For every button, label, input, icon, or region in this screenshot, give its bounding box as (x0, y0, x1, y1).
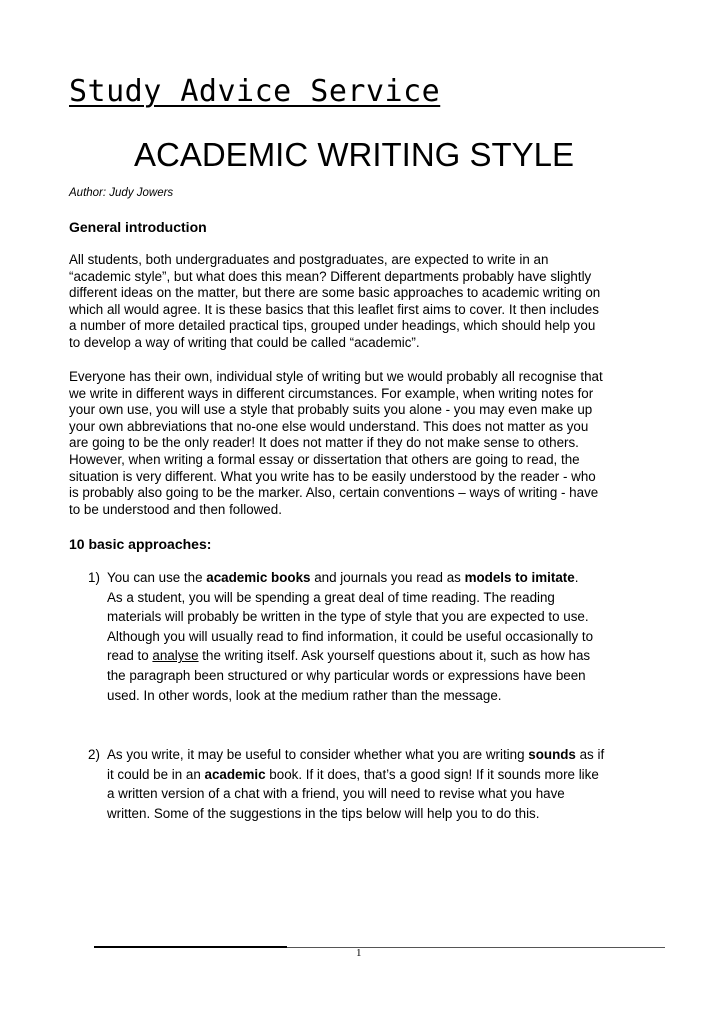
list-item-body (107, 568, 593, 705)
text-line (107, 745, 604, 765)
text-run: as if (575, 747, 605, 762)
text-line: a number of more detailed practical tips, grouped under headings, which should help you (69, 318, 596, 334)
text-run: . (574, 570, 579, 585)
text-line: All students, both undergraduates and postgraduates, are expected to write in an (69, 252, 549, 267)
bold-term: academic (204, 766, 266, 782)
text-run: You can use the (107, 570, 207, 585)
text-line: are going to be the only reader! It does not matter if they do not make sense to others. (69, 435, 579, 451)
footer-rule-extension (287, 947, 665, 948)
text-line: your own use, you will use a style that probably suits you alone - you may even make up (69, 402, 593, 418)
text-line: materials will probably be written in the type of style that you are expected to use. (107, 609, 589, 625)
text-line (107, 765, 604, 785)
text-run: read to (107, 648, 153, 664)
text-line: situation is very different. What you write has to be easily understood by the reader - who (69, 468, 596, 484)
footer-rule (94, 946, 287, 948)
page-number: 1 (356, 947, 362, 959)
text-line (107, 568, 593, 588)
underlined-term: analyse (152, 648, 199, 664)
text-line: However, when writing a formal essay or dissertation that others are going to read, the (69, 451, 580, 467)
text-run: the writing itself. Ask yourself questions about it, such as how has (198, 648, 591, 664)
text-run: it could be in an (107, 766, 205, 782)
text-line: the paragraph been structured or why particular words or expressions have been (107, 667, 586, 683)
text-line: written. Some of the suggestions in the tips below will help you to do this. (107, 805, 540, 821)
text-line: your own abbreviations that no-one else would understand. This does not matter as you (69, 418, 589, 434)
text-run: and journals you read as (310, 570, 465, 585)
text-line: is probably also going to be the marker. Also, certain conventions – ways of writing - have (69, 485, 599, 501)
text-run: book. If it does, that’s a good sign! If it sounds more like (265, 766, 599, 782)
intro-paragraph-1 (69, 252, 659, 352)
text-line: Everyone has their own, individual style of writing but we would probably all recognise that (69, 369, 603, 384)
bold-term: sounds (528, 747, 576, 762)
text-line: which all would agree. It is these basics that this leaflet first aims to cover. It then includes (69, 301, 599, 317)
list-number: 2) (88, 747, 100, 762)
text-line: to be understood and then followed. (69, 501, 282, 517)
text-line: to develop a way of writing that could be called “academic”. (69, 334, 420, 350)
text-line: used. In other words, look at the medium rather than the message. (107, 687, 502, 703)
text-line (107, 646, 593, 666)
text-line: As a student, you will be spending a great deal of time reading. The reading (107, 589, 555, 605)
text-line: a written version of a chat with a friend, you will need to revise what you have (107, 786, 565, 802)
list-number: 1) (88, 570, 100, 585)
text-line: we write in different ways in different circumstances. For example, when writing notes for (69, 385, 594, 401)
text-line: “academic style”, but what does this mean? Different departments probably have slightly (69, 268, 592, 284)
text-run: As you write, it may be useful to consider whether what you are writing (107, 747, 529, 762)
section-heading-approaches: 10 basic approaches: (69, 536, 212, 552)
text-line: different ideas on the matter, but there are some basic approaches to academic writing on (69, 285, 601, 301)
list-item-body (107, 745, 604, 823)
document-title: ACADEMIC WRITING STYLE (134, 136, 575, 173)
author-line: Author: Judy Jowers (69, 187, 174, 199)
section-heading-intro: General introduction (69, 219, 207, 235)
text-line: Although you will usually read to find information, it could be useful occasionally to (107, 628, 594, 644)
bold-term: models to imitate (464, 570, 575, 585)
intro-paragraph-2 (69, 369, 659, 518)
service-title: Study Advice Service (69, 74, 441, 109)
bold-term: academic books (206, 570, 311, 585)
